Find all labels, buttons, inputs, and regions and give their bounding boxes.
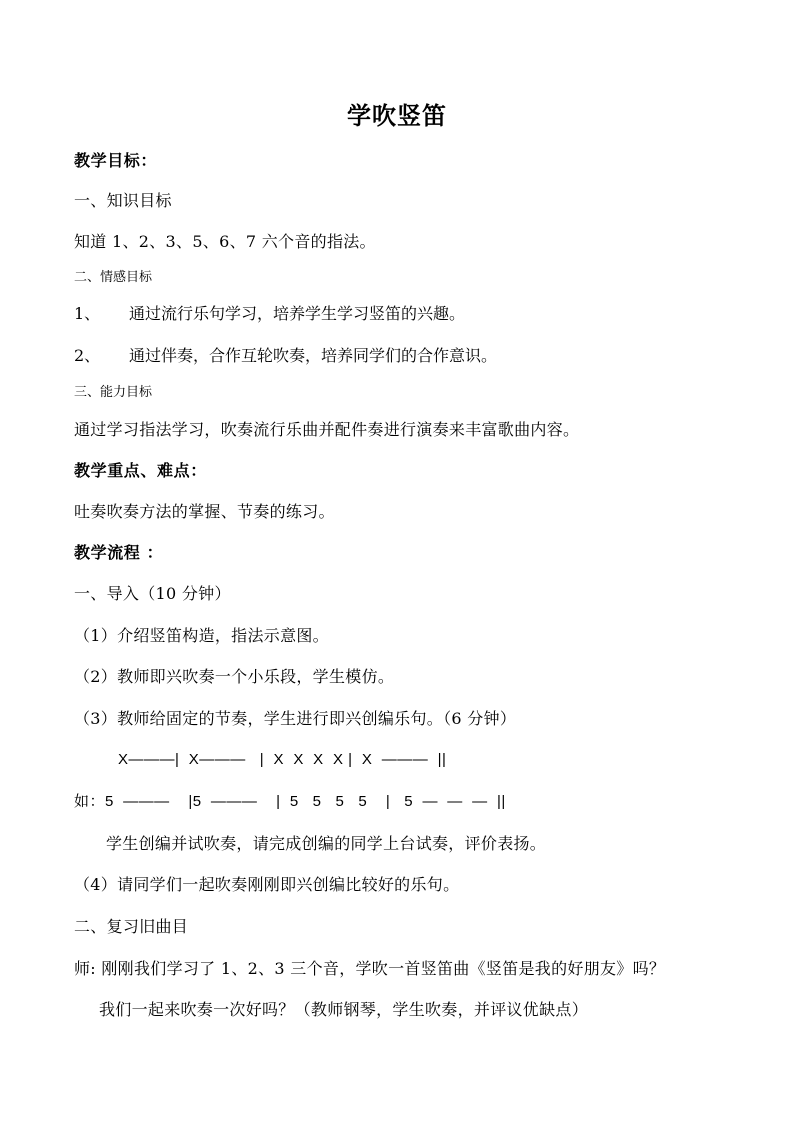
intro-item-1: （1）介绍竖笛构造，指法示意图。 xyxy=(74,626,329,645)
rhythm-pattern: X———| X——— | X X X X | X ——— || xyxy=(118,751,447,768)
key-points-text: 吐奏吹奏方法的掌握、节奏的练习。 xyxy=(74,502,335,521)
intro-item-4: （4）请同学们一起吹奏刚刚即兴创编比较好的乐句。 xyxy=(74,875,460,894)
process-heading: 教学流程 ： xyxy=(74,543,164,562)
list-text: 通过伴奏，合作互轮吹奏，培养同学们的合作意识。 xyxy=(129,346,498,365)
list-text: 通过流行乐句学习，培养学生学习竖笛的兴趣。 xyxy=(129,304,466,323)
emotion-goal-heading: 二、情感目标 xyxy=(74,270,153,285)
intro-item-3: （3）教师给固定的节奏，学生进行即兴创编乐句。（6 分钟） xyxy=(74,709,517,728)
rhythm-example: 如：5 ——— |5 ——— | 5 5 5 5 | 5 — — — || xyxy=(74,793,506,810)
document-title: 学吹竖笛 xyxy=(347,101,447,130)
list-number: 2、 xyxy=(74,346,101,365)
ability-goal-text: 通过学习指法学习，吹奏流行乐曲并配件奏进行演奏来丰富歌曲内容。 xyxy=(74,420,580,439)
key-points-heading: 教学重点、难点： xyxy=(74,461,207,480)
teacher-line-continued: 我们一起来吹奏一次好吗？（教师钢琴，学生吹奏，并评议优缺点） xyxy=(99,1000,589,1019)
ability-goal-heading: 三、能力目标 xyxy=(74,385,153,400)
review-heading: 二、复习旧曲目 xyxy=(74,917,189,936)
student-compose-text: 学生创编并试吹奏，请完成创编的同学上台试奏，评价表扬。 xyxy=(106,834,547,853)
knowledge-goal-text: 知道 1、2、3、5、6、7 六个音的指法。 xyxy=(74,232,376,251)
intro-heading: 一、导入（10 分钟） xyxy=(74,584,231,603)
knowledge-goal-heading: 一、知识目标 xyxy=(74,191,172,210)
list-number: 1、 xyxy=(74,304,101,323)
section-teaching-goals: 教学目标： xyxy=(74,151,158,170)
teacher-line: 师: 刚刚我们学习了 1、2、3 三个音，学吹一首竖笛曲《竖笛是我的好朋友》吗？ xyxy=(74,959,666,978)
intro-item-2: （2）教师即兴吹奏一个小乐段，学生模仿。 xyxy=(74,667,395,686)
